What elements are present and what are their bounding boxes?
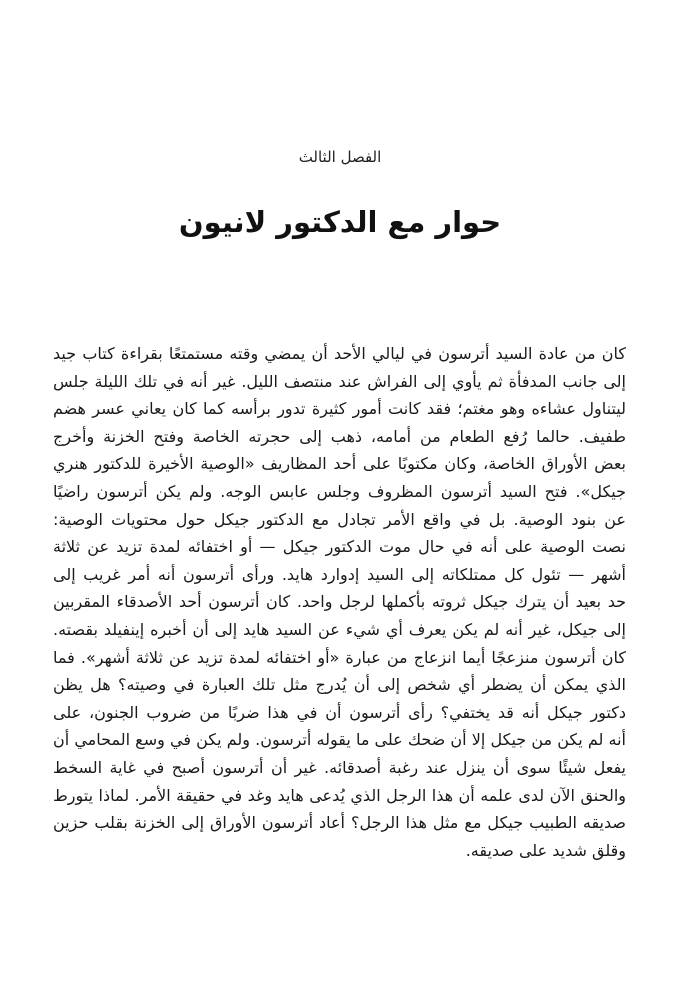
text-line: أشهر — تئول كل ممتلكاته إلى السيد إدوارد هايد. ورأى أترسون أنه أمر غريب إلى <box>53 564 626 584</box>
text-line: صديقه الطبيب جيكل مع مثل هذا الرجل؟ أعاد أترسون الأوراق إلى الخزنة بقلب حزين <box>53 813 626 833</box>
chapter-label: الفصل الثالث <box>298 148 382 166</box>
text-line: أنه لم يكن من جيكل إلا أن ضحك على ما يقوله أترسون. ولم يكن في وسع المحامي أن <box>53 730 626 750</box>
text-line: ليتناول عشاءه وهو مغتم؛ فقد كانت أمور كثيرة تدور برأسه كما كان يعاني عسر هضم <box>53 399 626 419</box>
text-line: كان من عادة السيد أترسون في ليالي الأحد أن يمضي وقته مستمتعًا بقراءة كتاب جيد <box>53 344 626 363</box>
text-line: الذي يمكن أن يضطر أي شخص إلى أن يُدرج مثل تلك العبارة في وصيته؟ هل يظن <box>53 675 626 695</box>
text-line: إلى جانب المدفأة ثم يأوي إلى الفراش عند منتصف الليل. غير أنه في تلك الليلة جلس <box>53 371 626 391</box>
text-line: كان أترسون منزعجًا أيما انزعاج من عبارة «أو اختفائه لمدة تزيد عن ثلاثة أشهر». فما <box>53 647 626 667</box>
text-line: عن بنود الوصية. بل في واقع الأمر تجادل مع الدكتور جيكل حول محتويات الوصية: <box>53 509 626 529</box>
text-line: والحنق الآن لدى علمه أن هذا الرجل الذي يُدعى هايد وغد في حقيقة الأمر. لماذا يتورط <box>53 785 626 805</box>
text-line: إلى جيكل، غير أنه لم يكن يعرف أي شيء عن السيد هايد إلى أن أخبره إينفيلد بقصته. <box>53 619 626 639</box>
text-line: حد بعيد أن يترك جيكل ثروته بأكملها لرجل واحد. كان أترسون أحد الأصدقاء المقربين <box>53 592 626 612</box>
text-line: دكتور جيكل أنه قد يختفي؟ رأى أترسون أن في هذا ضربًا من ضروب الجنون، على <box>53 702 626 722</box>
text-line: بعض الأوراق الخاصة، وكان مكتوبًا على أحد المظاريف «الوصية الأخيرة للدكتور هنري <box>53 454 626 474</box>
text-line: طفيف. حالما رُفع الطعام من أمامه، ذهب إلى حجرته الخاصة وفتح الخزنة وأخرج <box>53 426 626 446</box>
text-line: يفعل شيئًا سوى أن ينزل عند رغبة أصدقائه. غير أن أترسون أصبح في غاية السخط <box>53 757 626 777</box>
text-line: جيكل». فتح السيد أترسون المظروف وجلس عابس الوجه. ولم يكن أترسون راضيًا <box>53 481 626 501</box>
body-paragraph <box>53 340 626 864</box>
text-line: وقلق شديد على صديقه. <box>465 840 626 860</box>
text-line: نصت الوصية على أنه في حال موت الدكتور جيكل — أو اختفائه لمدة تزيد عن ثلاثة <box>53 537 626 557</box>
chapter-title: حوار مع الدكتور لانيون <box>178 205 502 239</box>
